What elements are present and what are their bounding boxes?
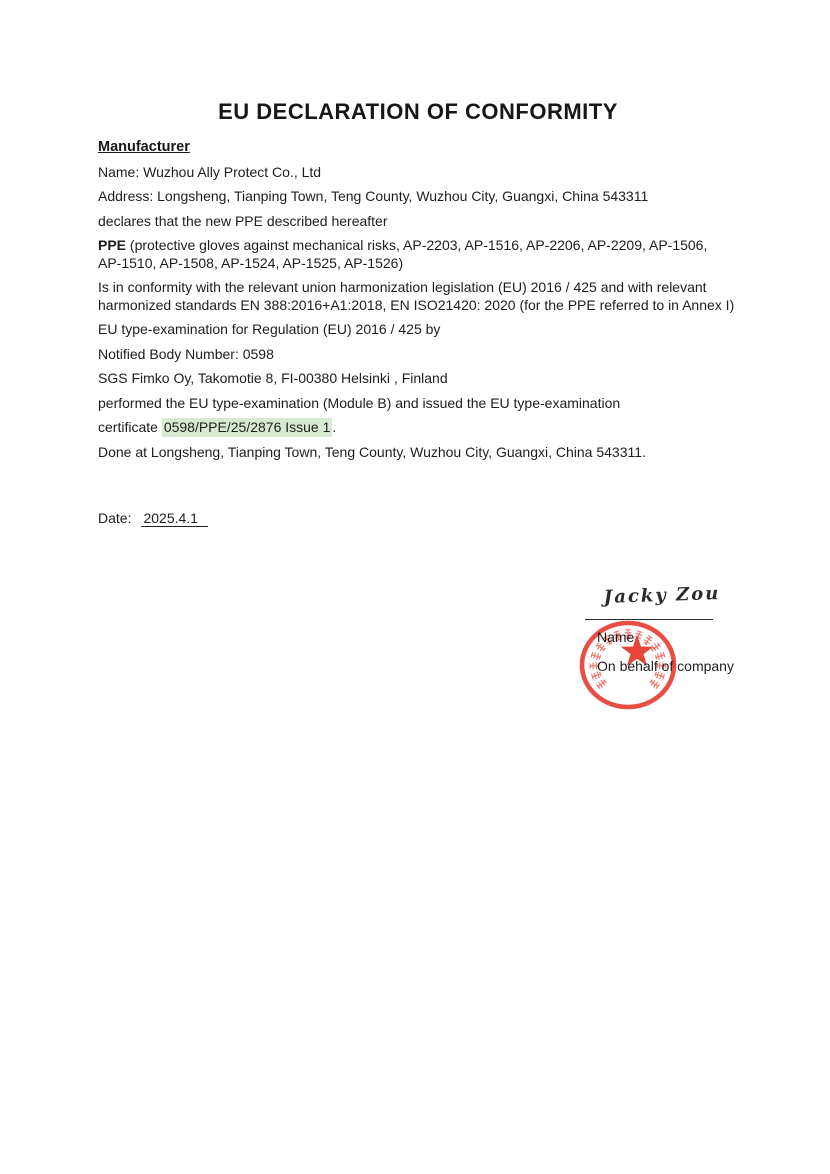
- certificate-line: [98, 419, 758, 437]
- date-label: Date:: [98, 510, 132, 526]
- page-title: EU DECLARATION OF CONFORMITY: [218, 99, 618, 124]
- ppe-paragraph: [98, 237, 758, 272]
- signature-name-label: Name: [597, 629, 635, 645]
- ppe-description-line2: AP-1510, AP-1508, AP-1524, AP-1525, AP-1526): [98, 254, 404, 271]
- date-line: [98, 510, 758, 526]
- conformity-paragraph: [98, 279, 758, 314]
- certificate-suffix: .: [332, 419, 337, 435]
- conformity-line1: Is in conformity with the relevant union harmonization legislation (EU) 2016 / 425 and with relevant: [98, 279, 707, 295]
- manufacturer-address-line: Address: Longsheng, Tianping Town, Teng County, Wuzhou City, Guangxi, China 543311: [98, 188, 649, 204]
- stamp-characters: [590, 630, 666, 689]
- performed-line: performed the EU type-examination (Module B) and issued the EU type-examination: [98, 394, 621, 411]
- notified-body-line: Notified Body Number: 0598: [98, 345, 274, 362]
- certificate-prefix: certificate: [98, 419, 162, 435]
- manufacturer-heading: Manufacturer: [98, 139, 190, 155]
- on-behalf-label: On behalf of company: [597, 658, 734, 674]
- declares-line: declares that the new PPE described hereafter: [98, 212, 388, 229]
- done-at-line: Done at Longsheng, Tianping Town, Teng County, Wuzhou City, Guangxi, China 543311.: [98, 443, 646, 460]
- date-value: 2025.4.1: [141, 510, 208, 527]
- ppe-description-line1: (protective gloves against mechanical risks, AP-2203, AP-1516, AP-2206, AP-2209, AP-1506,: [126, 237, 708, 253]
- examination-line1: EU type-examination for Regulation (EU) 2016 / 425 by: [98, 321, 441, 337]
- ppe-label: PPE: [98, 237, 127, 253]
- document-content: [98, 0, 758, 540]
- handwritten-signature: Jacky Zou: [603, 582, 721, 609]
- conformity-line2: harmonized standards EN 388:2016+A1:2018, EN ISO21420: 2020 (for the PPE referred to in Annex I): [98, 296, 735, 313]
- certificate-number-highlight: 0598/PPE/25/2876 Issue 1: [163, 419, 331, 435]
- manufacturer-name-line: Name: Wuzhou Ally Protect Co., Ltd: [98, 163, 322, 180]
- company-stamp: [578, 616, 682, 716]
- notified-body-address-line: SGS Fimko Oy, Takomotie 8, FI-00380 Helsinki , Finland: [98, 370, 448, 386]
